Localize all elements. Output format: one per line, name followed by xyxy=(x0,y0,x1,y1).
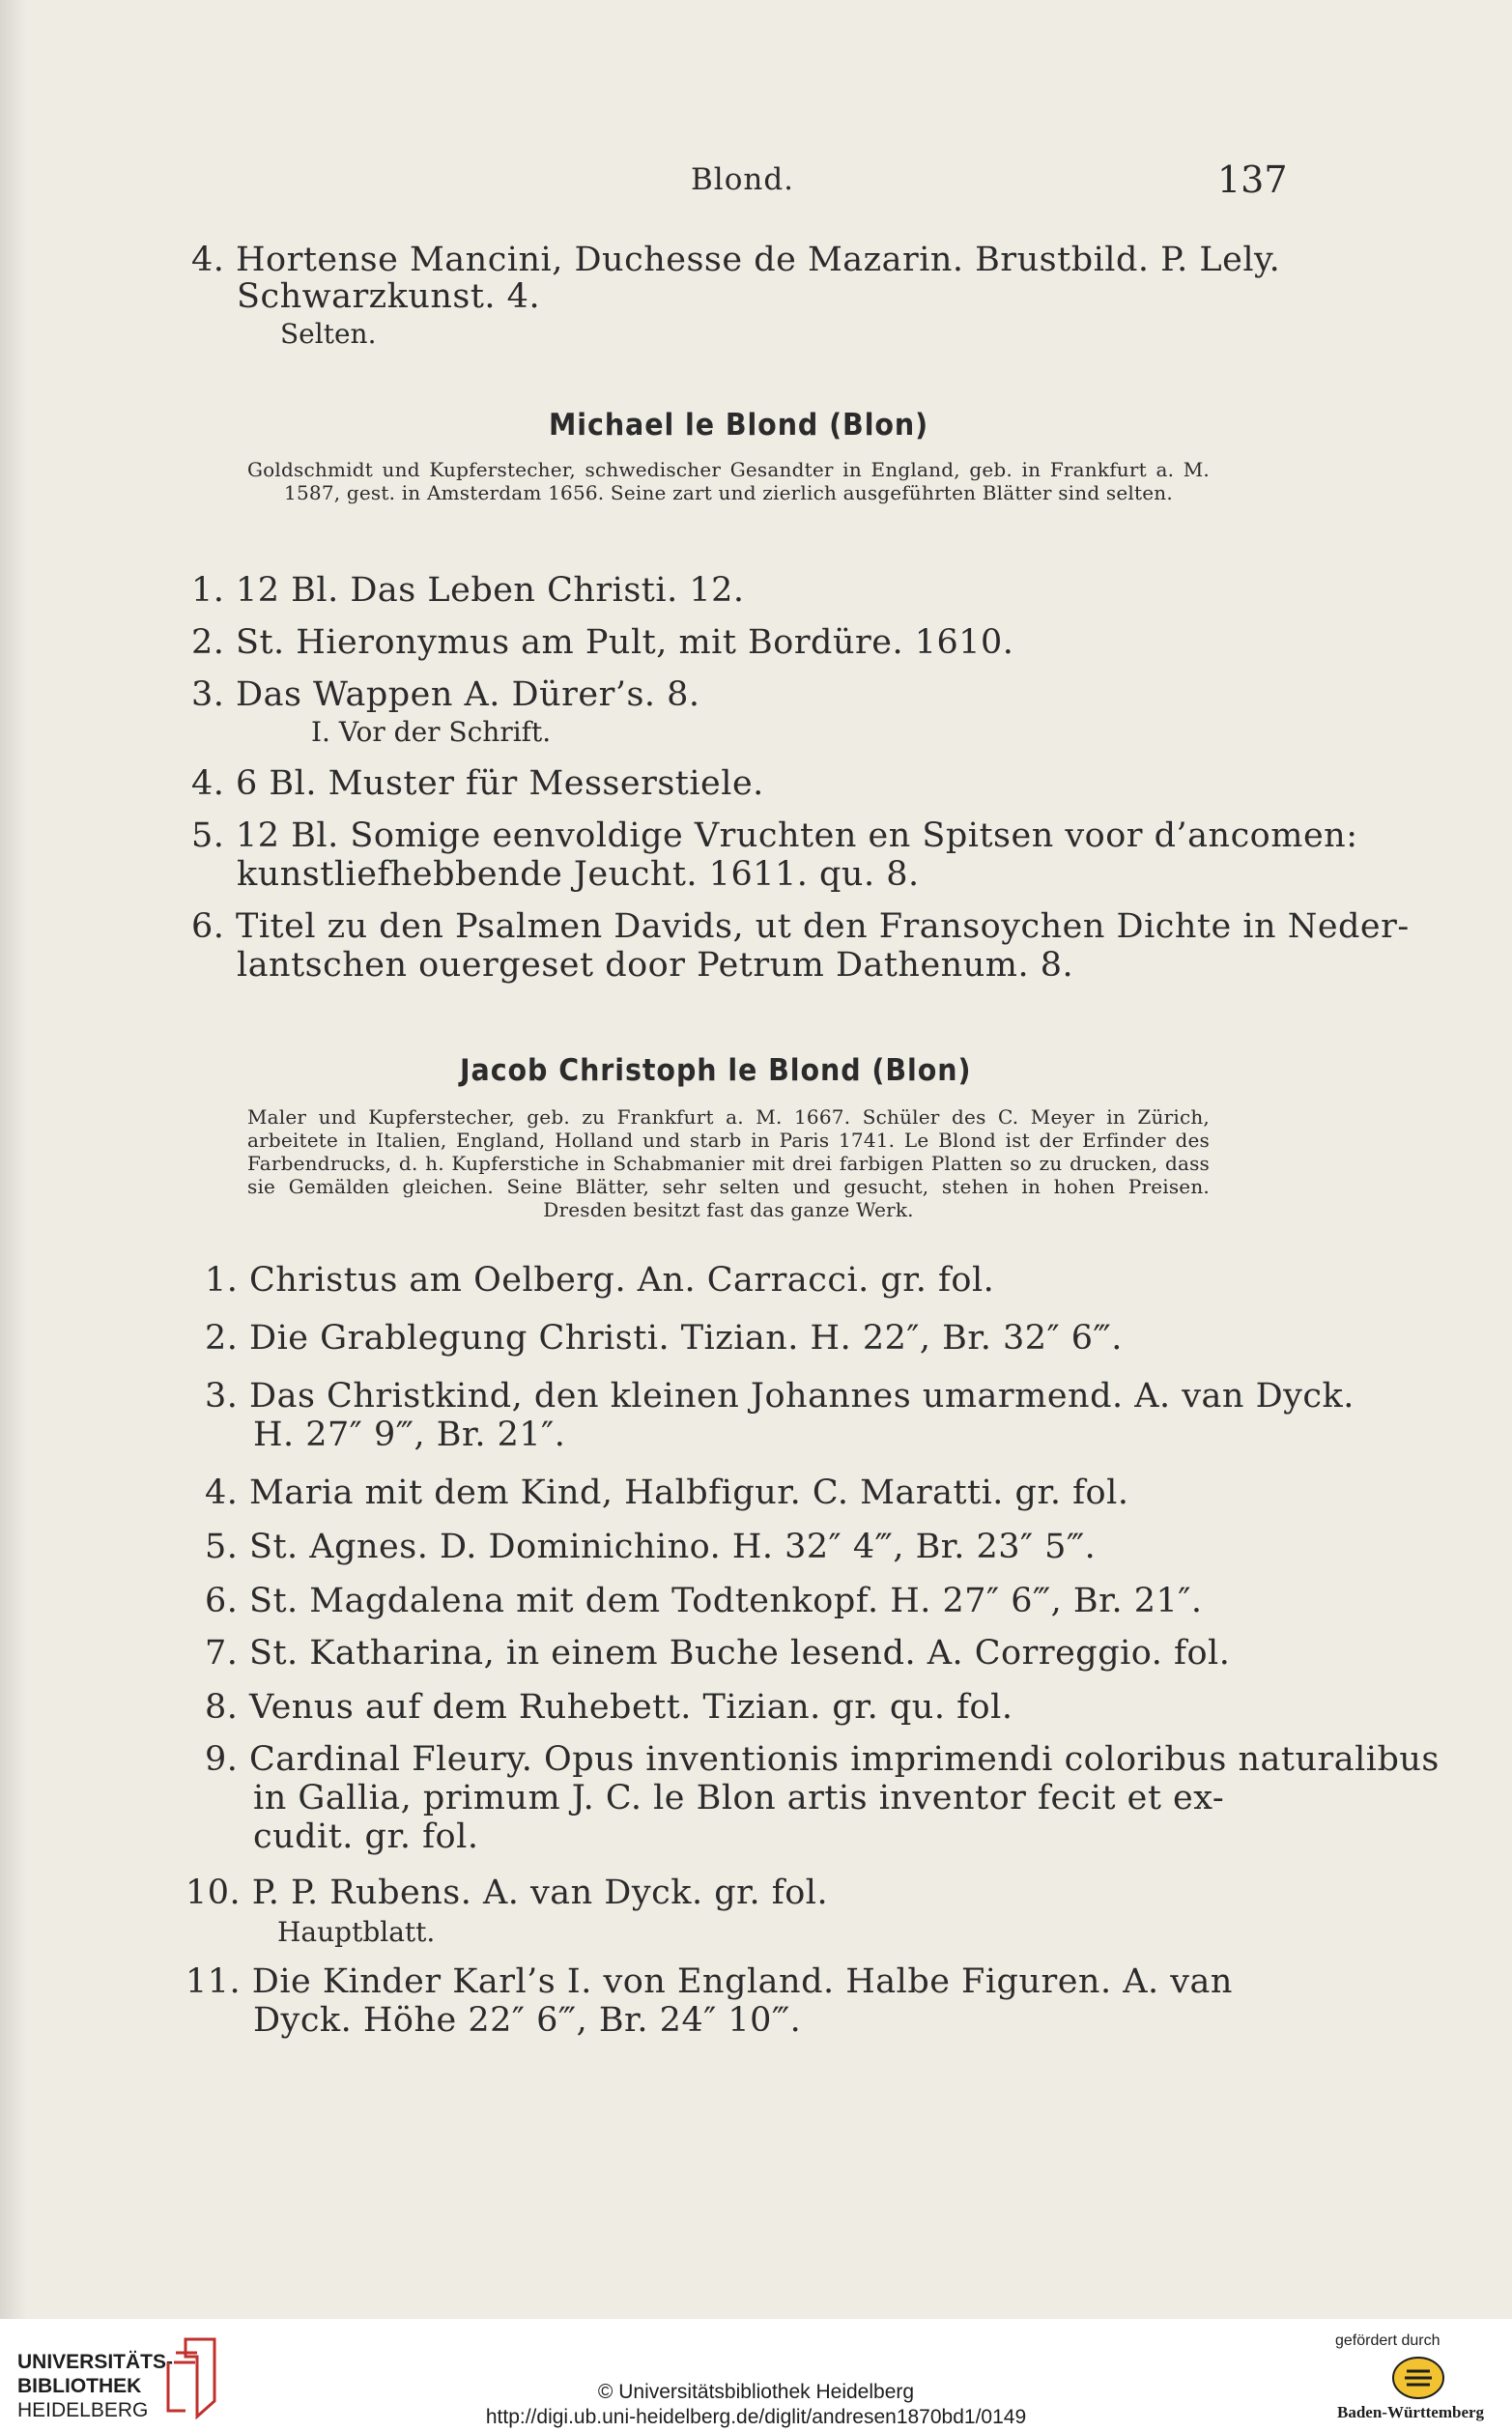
list-item: 5. St. Agnes. D. Dominichino. H. 32″ 4‴, Br. 23″ 5‴. xyxy=(205,1528,1097,1566)
library-name-line2: BIBLIOTHEK xyxy=(17,2375,142,2397)
copyright-text: © Universitätsbibliothek Heidelberg xyxy=(597,2381,915,2403)
entry-note-selten: Selten. xyxy=(280,318,377,350)
list-item: 7. St. Katharina, in einem Buche lesend. A. Correggio. fol. xyxy=(205,1634,1231,1673)
list-item: 2. Die Grablegung Christi. Tizian. H. 22″, Br. 32″ 6‴. xyxy=(205,1319,1123,1358)
running-title: Blond. xyxy=(691,162,795,197)
section-intro-jacob-christoph-le-blond: Maler und Kupferstecher, geb. zu Frankfurt a. M. 1667. Schüler des C. Meyer in Zürich, arbeitete in Italien, England, Holland und starb in Paris 1741. Le Blond ist der Erfinder des Farbendrucks, d. h. Kupferstiche in Schabmanier mit drei farbigen Platten so zu drucken, dass sie Gemälden gleichen. Seine Blätter, sehr selten und gesucht, stehen in hohen Preisen. Dresden besitzt fast das ganze Werk. xyxy=(247,1105,1210,1221)
section-title-jacob-christoph-le-blond: Jacob Christoph le Blond (Blon) xyxy=(460,1053,972,1088)
list-item: 11. Die Kinder Karl’s I. von England. Halbe Figuren. A. van xyxy=(185,1962,1233,2001)
list-item: 8. Venus auf dem Ruhebett. Tizian. gr. qu. fol. xyxy=(205,1688,1013,1727)
list-item-note: I. Vor der Schrift. xyxy=(311,716,552,748)
list-item: 6. St. Magdalena mit dem Todtenkopf. H. 27″ 6‴, Br. 21″. xyxy=(205,1582,1203,1620)
entry-hortense-mancini: 4. Hortense Mancini, Duchesse de Mazarin. Brustbild. P. Lely. xyxy=(191,241,1281,279)
list-item-cont: Dyck. Höhe 22″ 6‴, Br. 24″ 10‴. xyxy=(253,2001,802,2040)
list-item-cont: in Gallia, primum J. C. le Blon artis inventor fecit et ex- xyxy=(253,1779,1225,1817)
list-item: 9. Cardinal Fleury. Opus inventionis imprimendi coloribus naturalibus xyxy=(205,1740,1440,1779)
list-item: 1. 12 Bl. Das Leben Christi. 12. xyxy=(191,571,745,610)
library-name-line1: UNIVERSITÄTS- xyxy=(17,2351,174,2373)
list-item-cont: H. 27″ 9‴, Br. 21″. xyxy=(253,1416,566,1454)
list-item: 4. Maria mit dem Kind, Halbfigur. C. Maratti. gr. fol. xyxy=(205,1474,1129,1512)
permalink-url[interactable]: http://digi.ub.uni-heidelberg.de/diglit/andresen1870bd1/0149 xyxy=(485,2406,1027,2428)
list-item: 1. Christus am Oelberg. An. Carracci. gr. fol. xyxy=(205,1261,995,1300)
baden-wuerttemberg-crest-icon xyxy=(1391,2356,1445,2400)
entry-hortense-mancini-cont: Schwarzkunst. 4. xyxy=(237,277,541,316)
section-intro-michael-le-blond: Goldschmidt und Kupferstecher, schwedischer Gesandter in England, geb. in Frankfurt a. M. 1587, gest. in Amsterdam 1656. Seine zart und zierlich ausgeführten Blätter sind selten. xyxy=(247,458,1210,504)
funded-by-label: gefördert durch xyxy=(1335,2332,1441,2349)
list-item-cont: lantschen ouergeset door Petrum Dathenum. 8. xyxy=(237,946,1074,985)
list-item: 4. 6 Bl. Muster für Messerstiele. xyxy=(191,764,764,803)
list-item: 5. 12 Bl. Somige eenvoldige Vruchten en Spitsen voor d’ancomen: xyxy=(191,816,1358,855)
list-item: 6. Titel zu den Psalmen Davids, ut den Fransoychen Dichte in Neder- xyxy=(191,907,1410,946)
list-item: 3. Das Christkind, den kleinen Johannes umarmend. A. van Dyck. xyxy=(205,1377,1355,1416)
list-item-cont: cudit. gr. fol. xyxy=(253,1817,479,1856)
list-item-cont: kunstliefhebbende Jeucht. 1611. qu. 8. xyxy=(237,855,920,894)
list-item: 2. St. Hieronymus am Pult, mit Bordüre. 1610. xyxy=(191,623,1014,662)
funder-name: Baden-Württemberg xyxy=(1337,2403,1485,2421)
list-item-note: Hauptblatt. xyxy=(277,1916,436,1948)
list-item: 3. Das Wappen A. Dürer’s. 8. xyxy=(191,675,700,714)
footer-credit xyxy=(0,2380,1512,2430)
page-binding-shadow xyxy=(0,0,27,2319)
page-number: 137 xyxy=(1217,158,1288,201)
library-name-line3: HEIDELBERG xyxy=(17,2399,149,2421)
section-title-michael-le-blond: Michael le Blond (Blon) xyxy=(549,408,929,443)
list-item: 10. P. P. Rubens. A. van Dyck. gr. fol. xyxy=(185,1874,829,1912)
